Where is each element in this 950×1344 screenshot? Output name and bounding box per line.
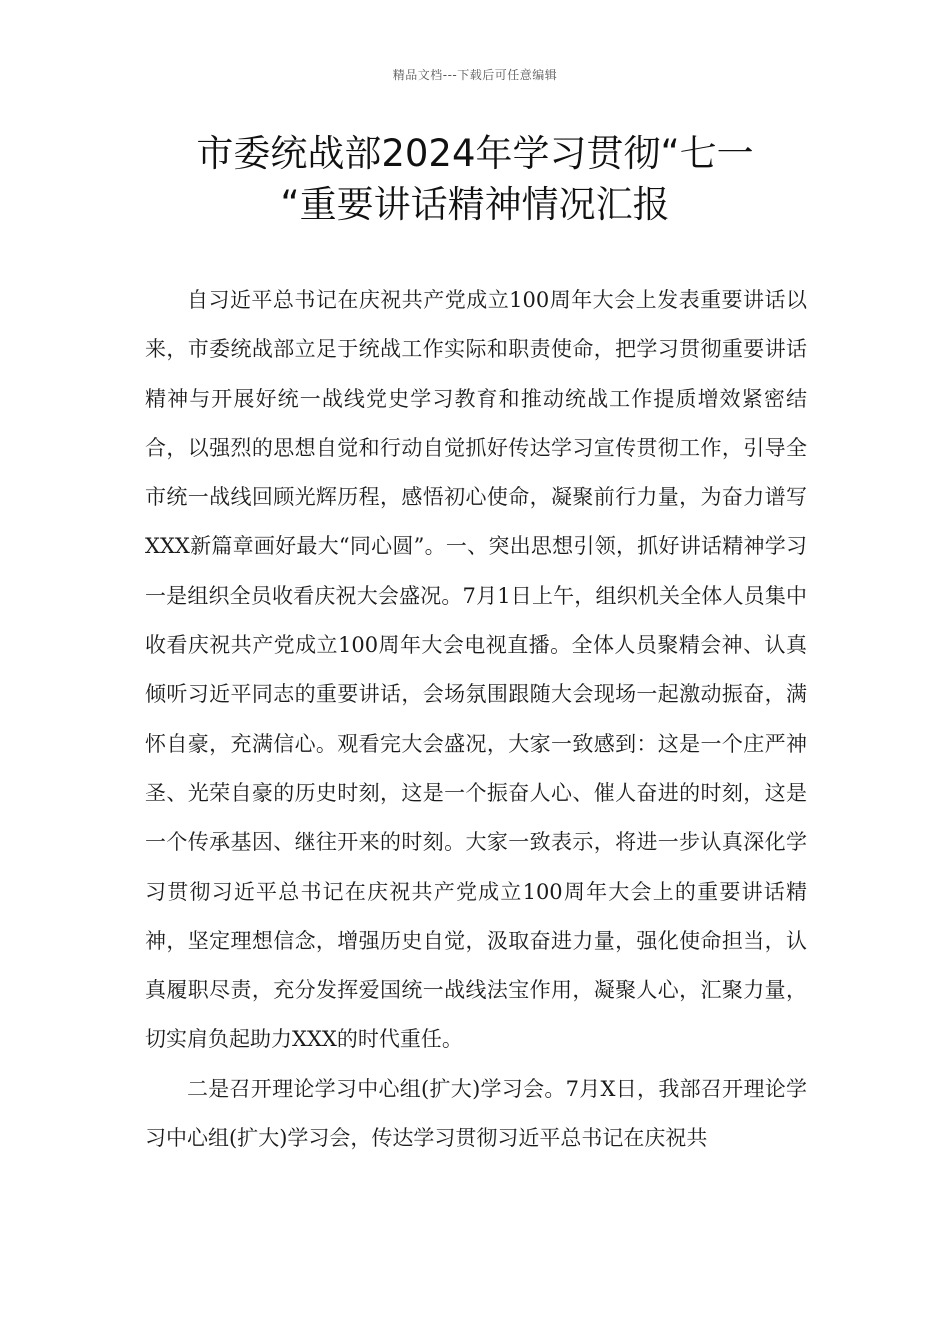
title-line-2: “重要讲话精神情况汇报 [280, 183, 670, 226]
title-line-1: 市委统战部2024年学习贯彻“七一 [196, 132, 754, 175]
document-title [120, 128, 830, 230]
paragraph: 二是召开理论学习中心组(扩大)学习会。7月X日，我部召开理论学习中心组(扩大)学习会，传达学习贯彻习近平总书记在庆祝共 [145, 1076, 807, 1151]
paragraph: 自习近平总书记在庆祝共产党成立100周年大会上发表重要讲话以来，市委统战部立足于统战工作实际和职责使命，把学习贯彻重要讲话精神与开展好统一战线党史学习教育和推动统战工作提质增效紧密结合，以强烈的思想自觉和行动自觉抓好传达学习宣传贯彻工作，引导全市统一战线回顾光辉历程，感悟初心使命，凝聚前行力量，为奋力谱写XXX新篇章画好最大“同心圆”。一、突出思想引领，抓好讲话精神学习 一是组织全员收看庆祝大会盛况。7月1日上午，组织机关全体人员集中收看庆祝共产党成立100周年大会电视直播。全体人员聚精会神、认真倾听习近平同志的重要讲话，会场氛围跟随大会现场一起激动振奋，满怀自豪，充满信心。观看完大会盛况，大家一致感到：这是一个庄严神圣、光荣自豪的历史时刻，这是一个振奋人心、催人奋进的时刻，这是一个传承基因、继往开来的时刻。大家一致表示，将进一步认真深化学习贯彻习近平总书记在庆祝共产党成立100周年大会上的重要讲话精神，坚定理想信念，增强历史自觉，汲取奋进力量，强化使命担当，认真履职尽责，充分发挥爱国统一战线法宝作用，凝聚人心，汇聚力量，切实肩负起助力XXX的时代重任。 [145, 288, 849, 1052]
document-body [145, 276, 849, 1163]
header-note: 精品文档---下载后可任意编辑 [392, 68, 558, 82]
